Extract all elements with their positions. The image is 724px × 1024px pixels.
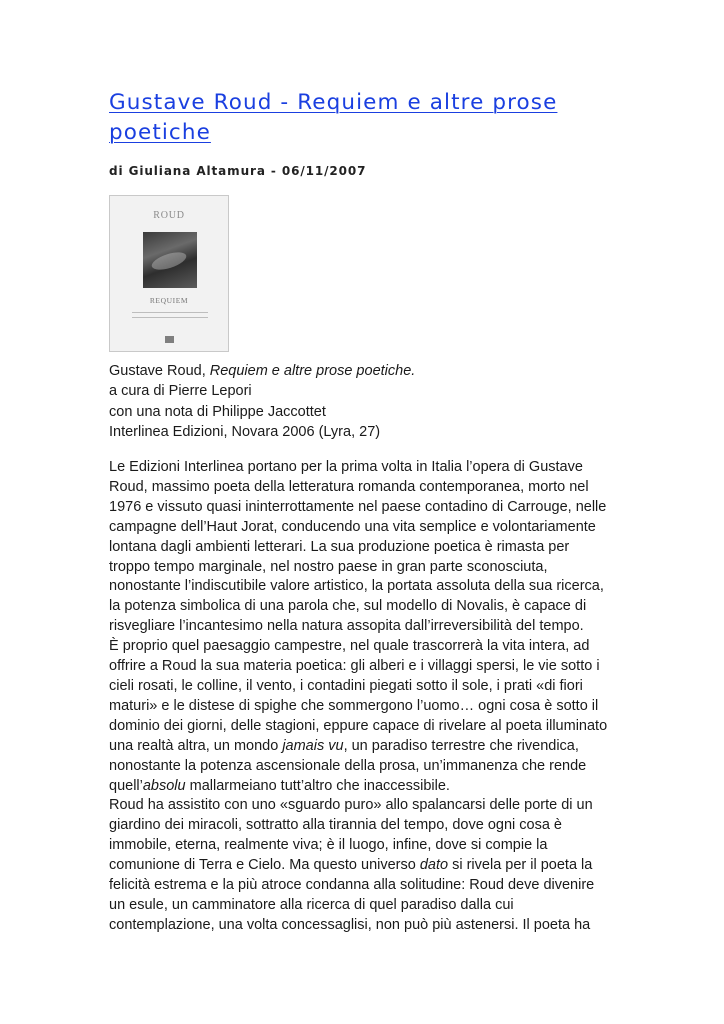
body-text: quell’ xyxy=(109,777,143,794)
body-emphasis: absolu xyxy=(142,777,186,794)
article-title-link[interactable]: Gustave Roud - Requiem e altre prose poetiche xyxy=(109,90,558,145)
body-line: maturi» e le distese di spighe che sommergono l’uomo… ogni cosa è sotto il xyxy=(109,697,599,714)
body-text: una realtà altra, un mondo xyxy=(109,737,283,754)
body-line: campagne dell’Haut Jorat, conducendo una vita semplice e volontariamente xyxy=(109,518,596,535)
bibliography-book-title: Requiem e altre prose poetiche. xyxy=(209,363,416,379)
body-line: 1976 e vissuto quasi ininterrottamente nel paese contadino di Carrouge, nelle xyxy=(109,498,607,515)
bibliography xyxy=(109,361,415,442)
cover-title: REQUIEM xyxy=(149,296,189,305)
body-line: Roud ha assistito con uno «sguardo puro» allo spalancarsi delle porte di un xyxy=(109,797,593,814)
body-line xyxy=(109,737,619,757)
cover-text-line xyxy=(132,312,208,313)
body-line: giardino dei miracoli, sottratto alla tirannia del tempo, dove ogni cosa è xyxy=(109,817,562,834)
body-line: la potenza simbolica di una parola che, sul modello di Novalis, è capace di xyxy=(109,598,587,615)
body-line: contemplazione, una volta concessaglisi, non può più astenersi. Il poeta ha xyxy=(109,916,591,933)
body-line: nonostante la potenza ascensionale della prosa, un’immanenza che rende xyxy=(109,757,587,774)
publisher-logo-icon xyxy=(165,336,174,343)
body-line: cieli rosati, le colline, il vento, i contadini piegati sotto il sole, i prati «di fiori xyxy=(109,677,583,694)
body-line: È proprio quel paesaggio campestre, nel quale trascorrerà la vita intera, ad xyxy=(109,638,590,655)
body-line: felicità estrema e la più atroce condanna alla solitudine: Roud deve divenire xyxy=(109,877,595,894)
body-line: nonostante l’indiscutibile valore artistico, la portata assoluta della sua ricerca, xyxy=(109,578,604,595)
cover-author: ROUD xyxy=(153,210,185,221)
body-line: immobile, eterna, realmente viva; è il luogo, infine, dove si compie la xyxy=(109,837,548,854)
body-line: risvegliare l’incantesimo nella natura assopita dall’irreversibilità del tempo. xyxy=(109,618,584,635)
body-emphasis: jamais vu xyxy=(282,737,344,754)
body-line: dominio dei giorni, delle stagioni, eppure capace di rivelare al poeta illuminato xyxy=(109,717,608,734)
bibliography-publisher: Interlinea Edizioni, Novara 2006 (Lyra, 27) xyxy=(109,423,381,440)
body-line: un esule, un camminatore alla ricerca di quel paradiso dalla cui xyxy=(109,896,514,913)
bibliography-note: con una nota di Philippe Jaccottet xyxy=(109,403,326,420)
cover-text-line xyxy=(132,317,208,318)
body-line: offrire a Roud la sua materia poetica: gli alberi e i villaggi spersi, le vie sotto i xyxy=(109,658,600,675)
article-body xyxy=(109,458,619,936)
body-line: troppo tempo marginale, nel nostro paese in gran parte sconosciuta, xyxy=(109,558,548,575)
body-line: lontana dagli ambienti letterari. La sua produzione poetica è rimasta per xyxy=(109,538,570,555)
cover-photo xyxy=(143,232,197,288)
book-cover-image xyxy=(109,195,229,352)
body-emphasis: dato xyxy=(419,857,449,874)
body-text: mallarmeiano tutt’altro che inaccessibile. xyxy=(185,777,450,794)
body-text: , un paradiso terrestre che rivendica, xyxy=(343,737,579,754)
body-line xyxy=(109,777,619,797)
bibliography-curator: a cura di Pierre Lepori xyxy=(109,383,252,400)
body-line: Roud, massimo poeta della letteratura romanda contemporanea, morto nel xyxy=(109,478,589,495)
bibliography-title-line xyxy=(109,361,415,381)
body-text: comunione di Terra e Cielo. Ma questo universo xyxy=(109,857,420,874)
body-text: si rivela per il poeta la xyxy=(448,857,593,874)
body-line xyxy=(109,856,619,876)
body-line: Le Edizioni Interlinea portano per la prima volta in Italia l’opera di Gustave xyxy=(109,459,583,475)
bibliography-author: Gustave Roud, xyxy=(109,363,210,379)
article-byline: di Giuliana Altamura - 06/11/2007 xyxy=(109,164,367,178)
